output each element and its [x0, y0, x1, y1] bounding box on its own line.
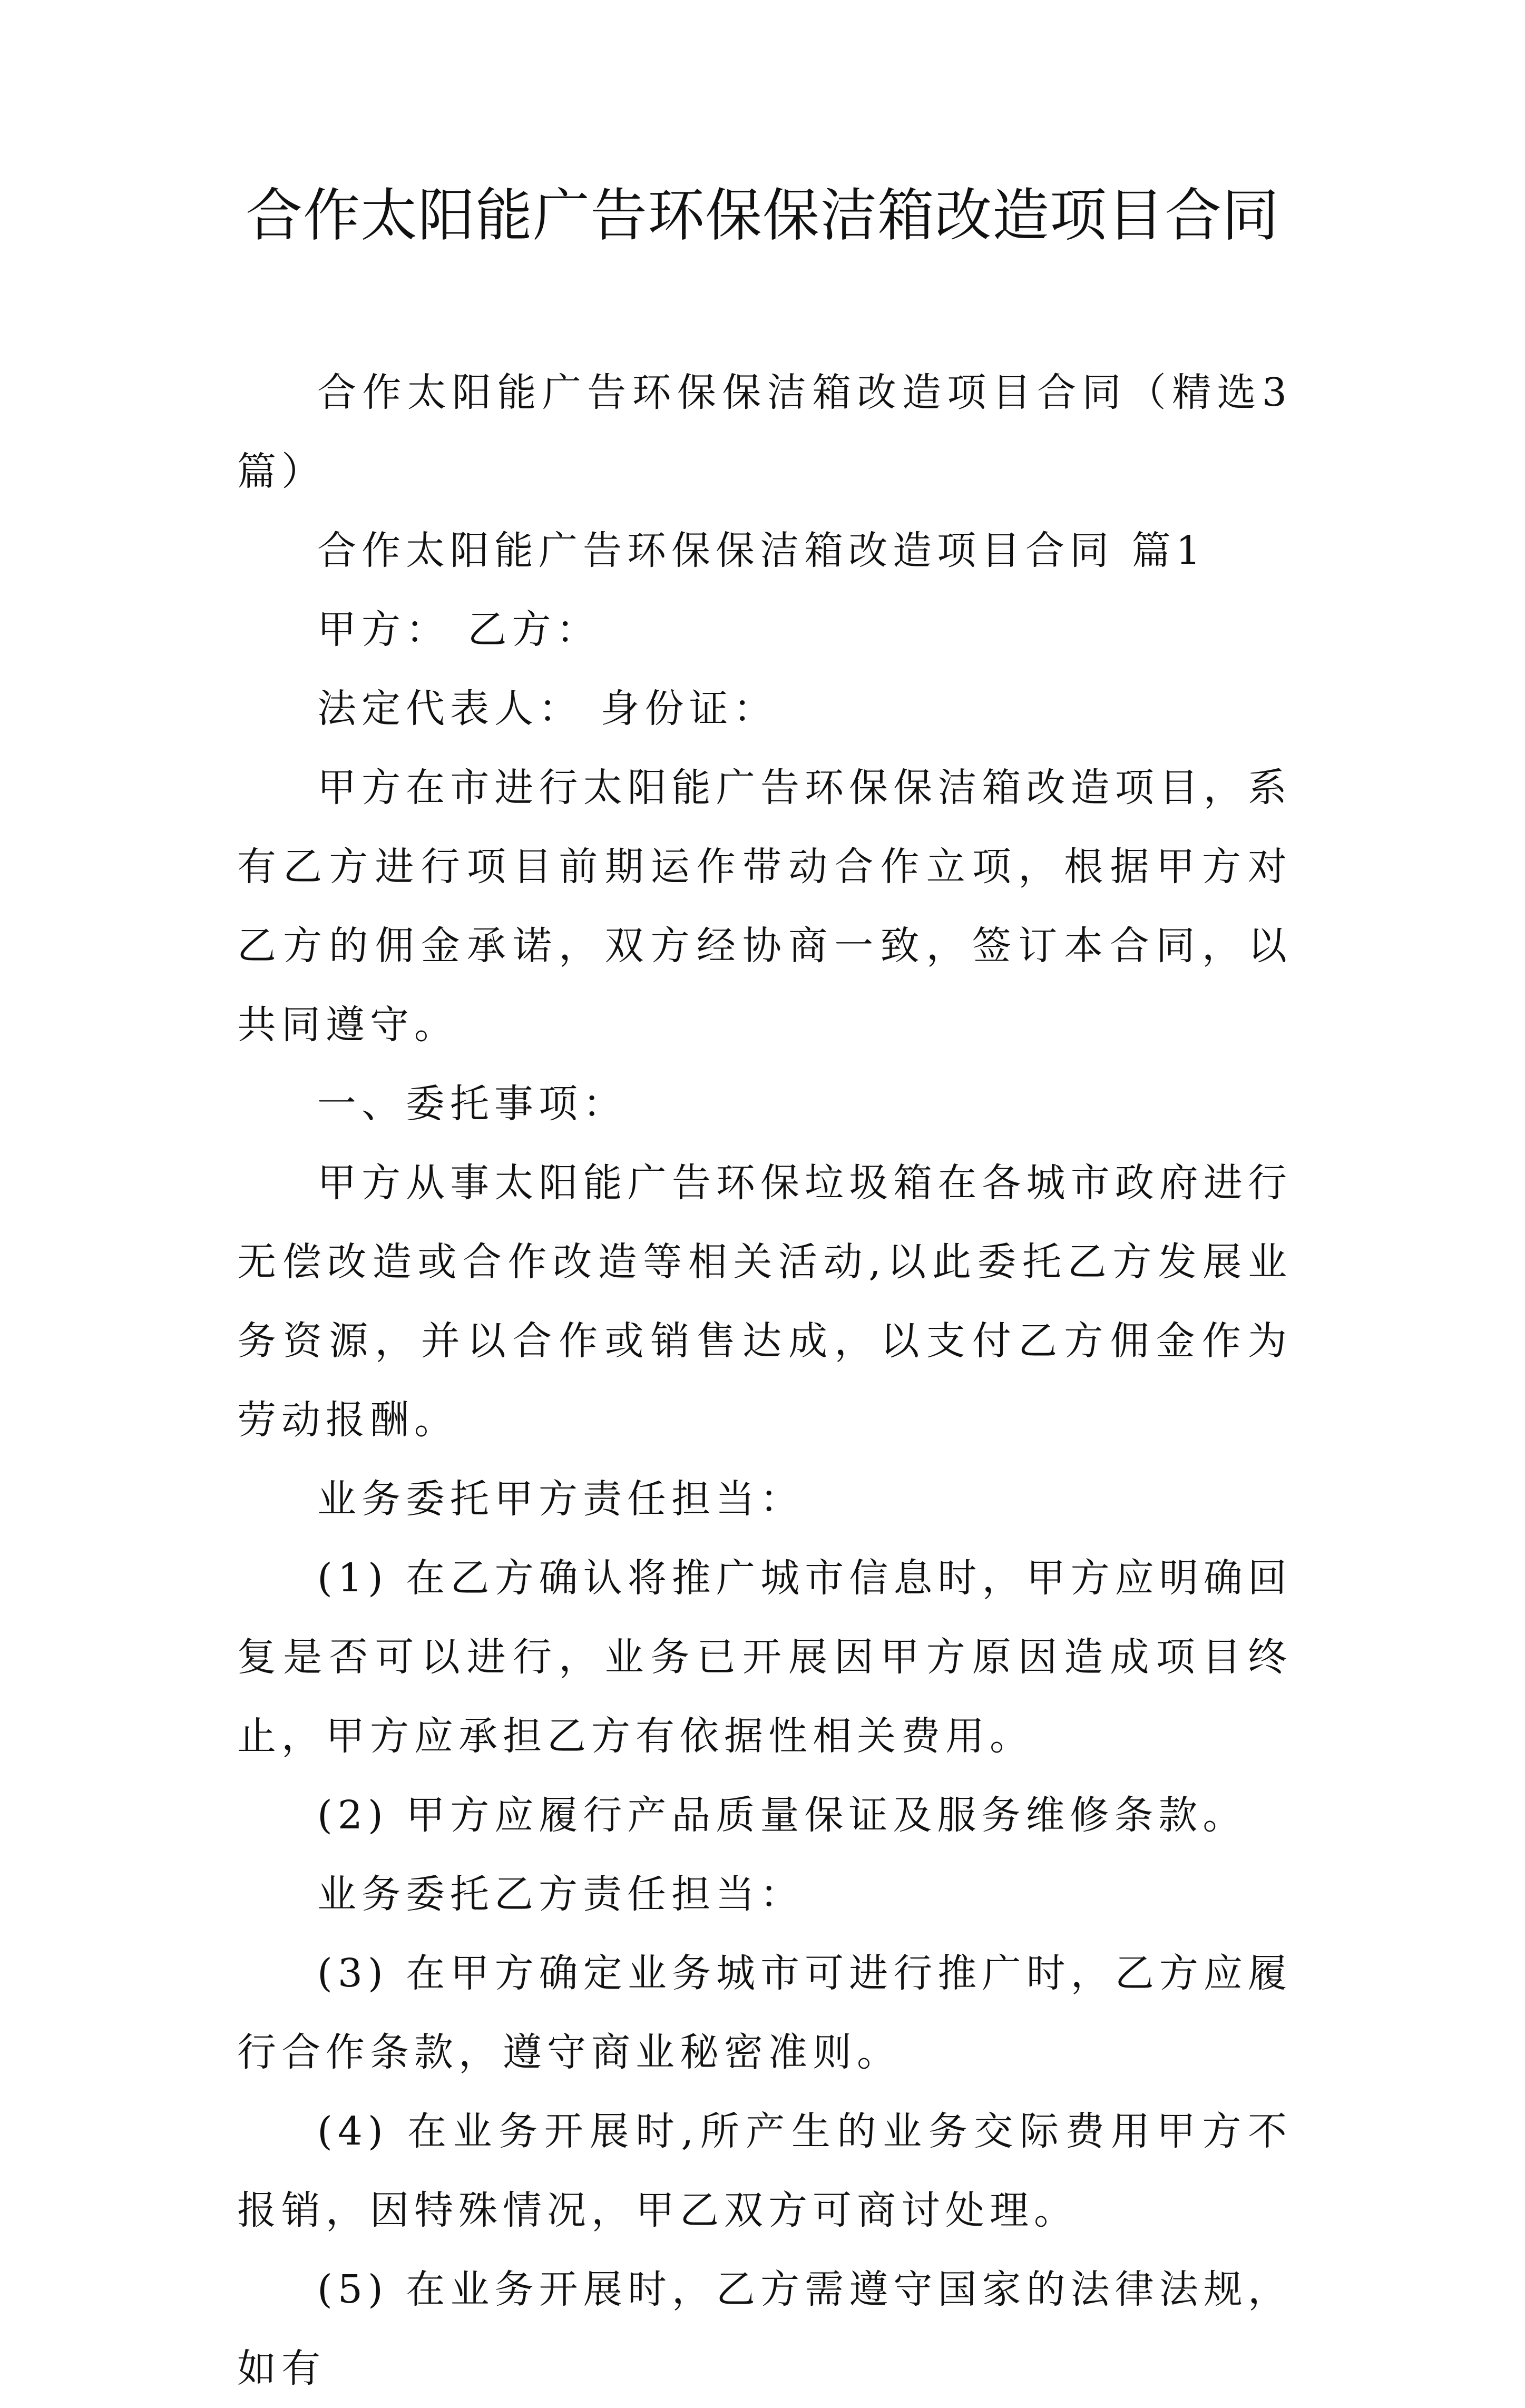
- document-title: 合作太阳能广告环保保洁箱改造项目合同: [245, 183, 1279, 249]
- clause-item: (4) 在业务开展时,所产生的业务交际费用甲方不报销，因特殊情况，甲乙双方可商讨处理。: [237, 2109, 1292, 2233]
- representative-line: 法定代表人： 身份证：: [317, 686, 778, 731]
- clause-heading: 一、委托事项：: [317, 1081, 627, 1127]
- preamble-paragraph: 甲方在市进行太阳能广告环保保洁箱改造项目，系有乙方进行项目前期运作带动合作立项，根据甲方对乙方的佣金承诺，双方经协商一致，签订本合同，以共同遵守。: [237, 765, 1292, 1048]
- document-body: [237, 353, 1292, 2408]
- clause-item: (3) 在甲方确定业务城市可进行推广时，乙方应履行合作条款，遵守商业秘密准则。: [237, 1951, 1292, 2075]
- responsibility-heading: 业务委托甲方责任担当：: [317, 1476, 804, 1522]
- clause-paragraph: 甲方从事太阳能广告环保垃圾箱在各城市政府进行无偿改造或合作改造等相关活动,以此委托乙方发展业务资源，并以合作或销售达成，以支付乙方佣金作为劳动报酬。: [237, 1160, 1292, 1443]
- section-heading: 合作太阳能广告环保保洁箱改造项目合同 篇1: [317, 528, 1206, 573]
- subtitle-line: 合作太阳能广告环保保洁箱改造项目合同（精选3篇）: [237, 370, 1292, 494]
- party-line: 甲方： 乙方：: [317, 607, 601, 652]
- clause-item: (2) 甲方应履行产品质量保证及服务维修条款。: [317, 1793, 1247, 1838]
- clause-item: (1) 在乙方确认将推广城市信息时，甲方应明确回复是否可以进行，业务已开展因甲方原因造成项目终止，甲方应承担乙方有依据性相关费用。: [237, 1555, 1292, 1759]
- responsibility-heading: 业务委托乙方责任担当：: [317, 1872, 804, 1917]
- clause-item: (5) 在业务开展时，乙方需遵守国家的法律法规，如有: [237, 2267, 1292, 2391]
